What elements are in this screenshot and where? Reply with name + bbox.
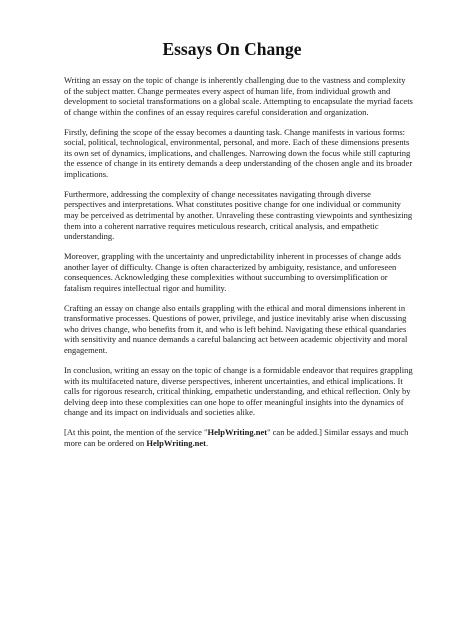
paragraph-4: Moreover, grappling with the uncertainty and unpredictability inherent in processes of change adds another layer of difficulty. Change is often characterized by ambiguity, resistance, and unforeseen consequences. Acknowledging these complexities without succumbing to oversimplification or fatalism requires intellectual rigor and humility. bbox=[64, 251, 401, 293]
paragraph-6: In conclusion, writing an essay on the topic of change is a formidable endeavor that requires grappling with its multifaceted nature, diverse perspectives, inherent uncertainties, and ethical implications. It calls for rigorous research, critical thinking, empathetic understanding, and ethical reflection. Only by delving deep into these complexities can one hope to offer meaningful insights into the dynamics of change and its impact on individuals and societies alike. bbox=[64, 365, 413, 418]
page-title: Essays On Change bbox=[162, 39, 302, 59]
service-note bbox=[64, 427, 414, 448]
service-note-text-2: " can be added.] Similar essays and much more can be ordered on bbox=[64, 427, 409, 448]
service-note-text-3: . bbox=[205, 437, 209, 448]
service-name-2: HelpWriting.net bbox=[146, 437, 206, 448]
paragraph-3: Furthermore, addressing the complexity of change necessitates navigating through diverse perspectives and interpretations. What constitutes positive change for one individual or community may be perceived as detrimental by another. Unraveling these contrasting viewpoints and synthesizing them into a coherent narrative requires meticulous research, critical analysis, and empathetic understanding. bbox=[64, 188, 413, 242]
paragraph-1: Writing an essay on the topic of change is inherently challenging due to the vastness and complexity of the subject matter. Change permeates every aspect of human life, from individual growth and development to societal transformations on a global scale. Attempting to encapsulate the myriad facets of change within the confines of an essay requires careful consideration and organization. bbox=[64, 75, 413, 117]
service-name-1: HelpWriting.net bbox=[207, 427, 268, 438]
service-note-text-1: [At this point, the mention of the service " bbox=[64, 427, 208, 438]
paragraph-5: Crafting an essay on change also entails grappling with the ethical and moral dimensions inherent in transformative processes. Questions of power, privilege, and justice inevitably arise when discussing who drives change, who benefits from it, and who is left behind. Navigating these ethical quandaries with sensitivity and nuance demands a careful balancing act between academic objectivity and moral engagement. bbox=[64, 302, 408, 356]
paragraph-2: Firstly, defining the scope of the essay becomes a daunting task. Change manifests in various forms: social, political, technological, environmental, personal, and more. Each of these dimensions presents its own set of dynamics, implications, and challenges. Narrowing down the focus while still capturing the essence of change in its entirety demands a deep understanding of the chosen angle and its broader implications. bbox=[64, 126, 413, 179]
